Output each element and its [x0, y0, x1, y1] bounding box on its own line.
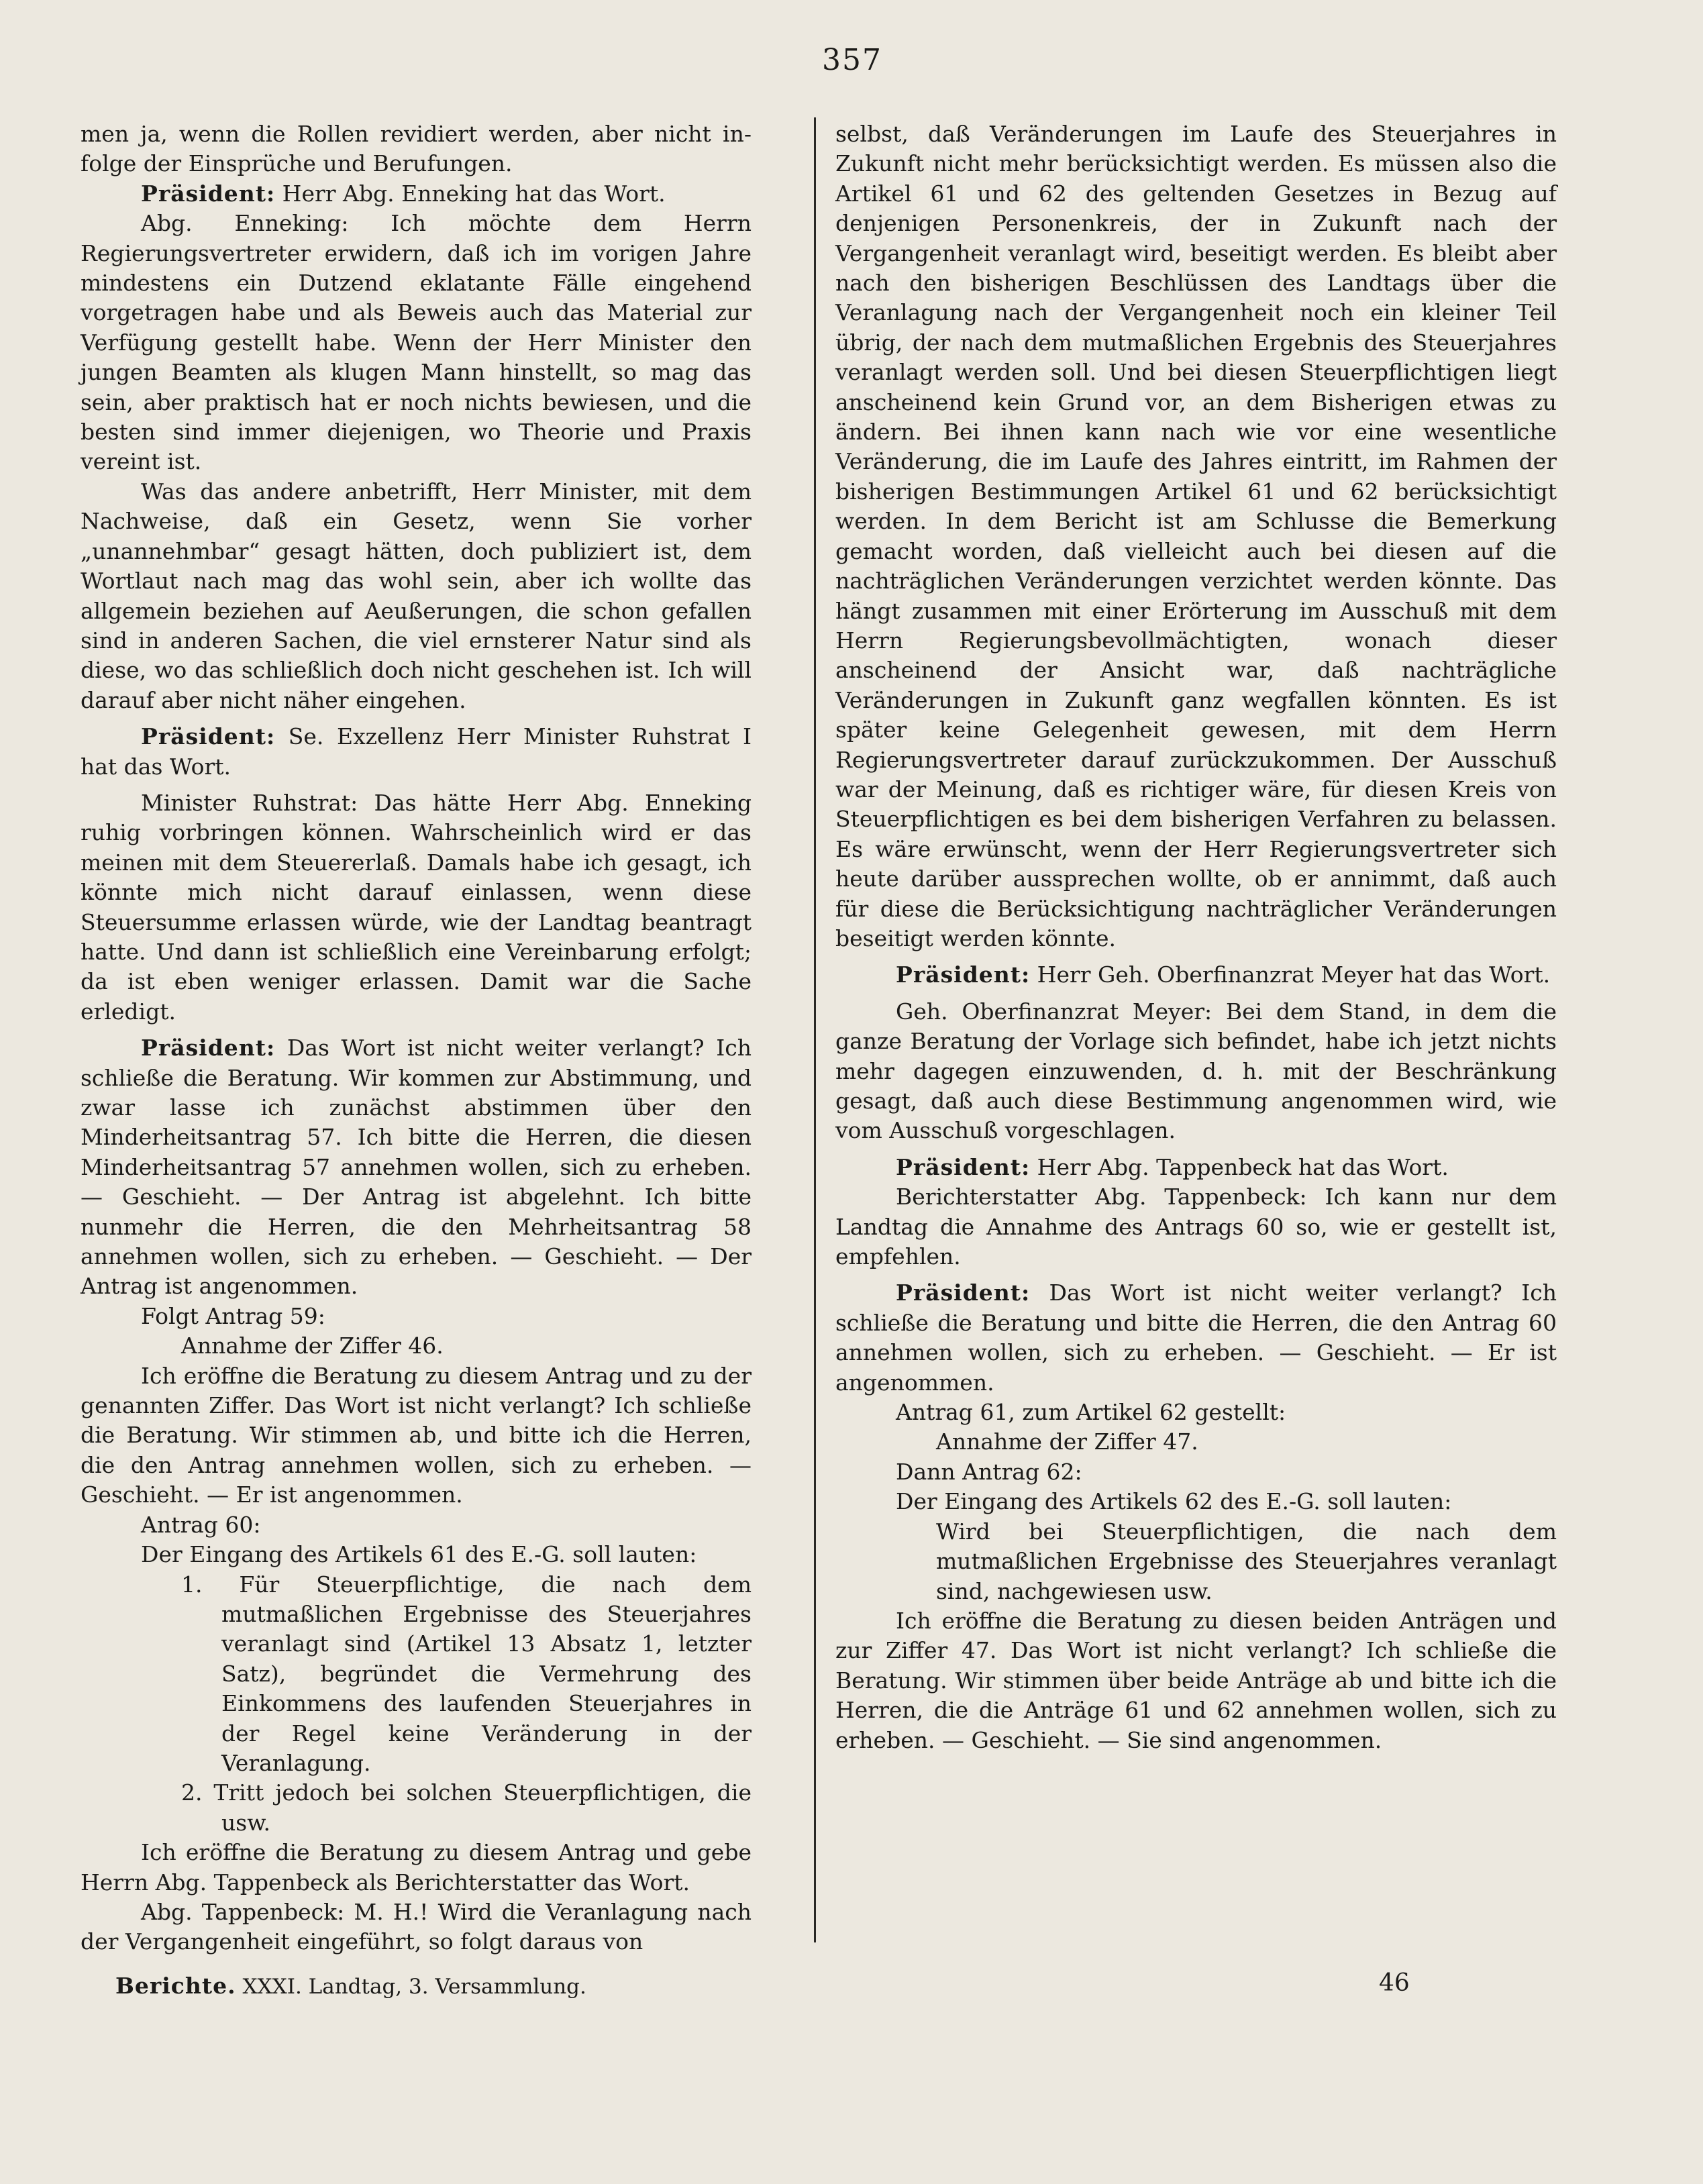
speaker-label: Präsident:: [141, 180, 276, 207]
column-divider: [814, 117, 816, 1942]
paragraph: [835, 1487, 1557, 1516]
paragraph: [81, 477, 752, 715]
paragraph-text: Geh. Oberfinanzrat Meyer: Bei dem Stand, in dem die ganze Beratung der Vorlage sich befindet, habe ich jetzt nichts mehr dagegen einzuwenden, d. h. mit der Beschränkung gesagt, daß auch diese Bestimmung angenommen wird, wie vom Ausschuß vorgeschlagen.: [835, 998, 1557, 1144]
paragraph-text: men ja, wenn die Rollen revidiert werden, aber nicht in-folge der Einsprüche und Berufungen.: [81, 121, 752, 177]
paragraph-text: Der Eingang des Artikels 61 des E.-G. soll lauten:: [141, 1541, 697, 1568]
paragraph-text: Herr Abg. Tappenbeck hat das Wort.: [1030, 1153, 1449, 1180]
paragraph: [835, 997, 1557, 1146]
paragraph-text: Das Wort ist nicht weiter verlangt? Ich schließe die Beratung. Wir kommen zur Abstimmung, und zwar lasse ich zunächst abstimmen über den Minderheitsantrag 57. Ich bitte die Herren, die diesen Minderheitsantrag 57 annehmen wollen, sich zu erheben. — Geschieht. — Der Antrag ist abgelehnt. Ich bitte nunmehr die Herren, die den Mehrheitsantrag 58 annehmen wollen, sich zu erheben. — Geschieht. — Der Antrag ist angenommen.: [81, 1035, 752, 1300]
paragraph: [81, 1540, 752, 1569]
paragraph-text: Antrag 60:: [141, 1511, 261, 1538]
paragraph: [835, 960, 1557, 990]
paragraph-text: Minister Ruhstrat: Das hätte Herr Abg. Enneking ruhig vorbringen können. Wahrscheinlich wird er das meinen mit dem Steuererlaß. Damals habe ich gesagt, ich könnte mich nicht darauf einlassen, wenn diese Steuersumme erlassen würde, wie der Landtag beantragt hatte. Und dann ist schließlich eine Vereinbarung erfolgt; da ist eben weniger erlassen. Damit war die Sache erledigt.: [81, 789, 752, 1025]
paragraph: [835, 1606, 1557, 1755]
paragraph: [835, 1278, 1557, 1398]
paragraph-text: Ich eröffne die Beratung zu diesem Antrag und gebe Herrn Abg. Tappenbeck als Berichterstatter das Wort.: [81, 1839, 752, 1895]
footer-text: XXXI. Landtag, 3. Versammlung.: [242, 1975, 586, 1999]
speaker-label: Präsident:: [141, 723, 276, 750]
paragraph-text: 2. Tritt jedoch bei solchen Steuerpflichtigen, die usw.: [181, 1779, 752, 1836]
paragraph: [81, 209, 752, 477]
paragraph: [81, 119, 752, 179]
paragraph-text: Herr Abg. Enneking hat das Wort.: [275, 180, 666, 207]
speaker-label: Präsident:: [896, 1280, 1031, 1306]
page-footer: [115, 1973, 586, 1999]
paragraph-text: Dann Antrag 62:: [896, 1458, 1082, 1485]
speaker-label: Präsident:: [896, 1153, 1031, 1180]
paragraph-text: Antrag 61, zum Artikel 62 gestellt:: [896, 1399, 1286, 1426]
paragraph: [81, 1033, 752, 1302]
sheet-signature: 46: [1379, 1969, 1410, 1997]
paragraph: [835, 1457, 1557, 1487]
paragraph-text: Berichterstatter Abg. Tappenbeck: Ich kann nur dem Landtag die Annahme des Antrags 60 so, wie er gestellt ist, empfehlen.: [835, 1184, 1557, 1270]
paragraph: [81, 1897, 752, 1957]
paragraph: [835, 1398, 1557, 1427]
paragraph-text: Wird bei Steuerpflichtigen, die nach dem mutmaßlichen Ergebnisse des Steuerjahres veranlagt sind, nachgewiesen usw.: [936, 1518, 1557, 1604]
paragraph: [835, 1517, 1557, 1606]
paragraph-text: Se. Exzellenz Herr Minister Ruhstrat I hat das Wort.: [81, 723, 752, 780]
paragraph-text: Abg. Enneking: Ich möchte dem Herrn Regierungsvertreter erwidern, daß ich im vorigen Jahre mindestens ein Dutzend eklatante Fälle eingehend vorgetragen habe und als Beweis auch das Material zur Verfügung gestellt habe. Wenn der Herr Minister den jungen Beamten als klugen Mann hinstellt, so mag das sein, aber praktisch hat er noch nichts bewiesen, und die besten sind immer diejenigen, wo Theorie und Praxis vereint ist.: [81, 210, 752, 475]
paragraph: [81, 788, 752, 1027]
paragraph: [835, 1427, 1557, 1457]
paragraph: [835, 119, 1557, 953]
left-column: [81, 119, 752, 1957]
paragraph: [81, 1838, 752, 1897]
paragraph: [81, 1570, 752, 1779]
speaker-label: Präsident:: [896, 961, 1031, 988]
paragraph: [835, 1153, 1557, 1182]
page-number: 357: [822, 43, 882, 77]
paragraph: [81, 1331, 752, 1361]
paragraph-text: Herr Geh. Oberfinanzrat Meyer hat das Wort.: [1030, 961, 1551, 988]
paragraph-text: Folgt Antrag 59:: [141, 1302, 325, 1329]
paragraph: [81, 1302, 752, 1331]
speaker-label: Präsident:: [141, 1035, 276, 1061]
paragraph-text: Das Wort ist nicht weiter verlangt? Ich schließe die Beratung und bitte die Herren, die den Antrag 60 annehmen wollen, sich zu erheben. — Geschieht. — Er ist angenommen.: [835, 1280, 1557, 1396]
paragraph: [81, 1510, 752, 1540]
paragraph-text: Annahme der Ziffer 46.: [181, 1333, 444, 1359]
paragraph-text: Abg. Tappenbeck: M. H.! Wird die Veranlagung nach der Vergangenheit eingeführt, so folgt daraus von: [81, 1898, 752, 1955]
paragraph-text: Was das andere anbetrifft, Herr Minister, mit dem Nachweise, daß ein Gesetz, wenn Sie vorher „unannehmbar“ gesagt hätten, doch publiziert ist, dem Wortlaut nach mag das wohl sein, aber ich wollte das allgemein beziehen auf Aeußerungen, die schon gefallen sind in anderen Sachen, die viel ernsterer Natur sind als diese, wo das schließlich doch nicht geschehen ist. Ich will darauf aber nicht näher eingehen.: [81, 478, 752, 713]
paragraph: [81, 1778, 752, 1838]
paragraph-text: selbst, daß Veränderungen im Laufe des Steuerjahres in Zukunft nicht mehr berücksichtigt werden. Es müssen also die Artikel 61 und 62 des geltenden Gesetzes in Bezug auf denjenigen Personenkreis, der in Zukunft nach der Vergangenheit veranlagt wird, beseitigt werden. Es bleibt aber nach den bisherigen Beschlüssen des Landtags über die Veranlagung nach der Vergangenheit noch ein kleiner Teil übrig, der nach dem mutmaßlichen Ergebnis des Steuerjahres veranlagt werden soll. Und bei diesen Steuerpflichtigen liegt anscheinend kein Grund vor, an dem Bisherigen etwas zu ändern. Bei ihnen kann nach wie vor eine wesentliche Veränderung, die im Laufe des Jahres eintritt, im Rahmen der bisherigen Bestimmungen Artikel 61 und 62 berücksichtigt werden. In dem Bericht ist am Schlusse die Bemerkung gemacht worden, daß vielleicht auch bei diesen auf die nachträglichen Veränderungen verzichtet werden könnte. Das hängt zusammen mit einer Erörterung im Ausschuß mit dem Herrn Regierungsbevollmächtigten, wonach dieser anscheinend der Ansicht war, daß nachträgliche Veränderungen in Zukunft ganz wegfallen könnten. Es ist später keine Gelegenheit gewesen, mit dem Herrn Regierungsvertreter darauf zurückzukommen. Der Ausschuß war der Meinung, daß es richtiger wäre, für diesen Kreis von Steuerpflichtigen es bei dem bisherigen Verfahren zu belassen. Es wäre erwünscht, wenn der Herr Regierungsvertreter sich heute darüber aussprechen wollte, ob er annimmt, daß auch für diese die Berücksichtigung nachträglicher Veränderungen beseitigt werden könnte.: [835, 121, 1557, 951]
paragraph-text: Ich eröffne die Beratung zu diesen beiden Anträgen und zur Ziffer 47. Das Wort ist nicht verlangt? Ich schließe die Beratung. Wir stimmen über beide Anträge ab und bitte ich die Herren, die die Anträge 61 und 62 annehmen wollen, sich zu erheben. — Geschieht. — Sie sind angenommen.: [835, 1607, 1557, 1753]
paragraph-text: Ich eröffne die Beratung zu diesem Antrag und zu der genannten Ziffer. Das Wort ist nicht verlangt? Ich schließe die Beratung. Wir stimmen ab, und bitte ich die Herren, die den Antrag annehmen wollen, sich zu erheben. — Geschieht. — Er ist angenommen.: [81, 1362, 752, 1508]
paragraph-text: Der Eingang des Artikels 62 des E.-G. soll lauten:: [896, 1488, 1452, 1515]
paragraph: [835, 1182, 1557, 1271]
footer-label: Berichte.: [115, 1973, 236, 1999]
paragraph: [81, 1361, 752, 1510]
paragraph: [81, 179, 752, 209]
right-column: [835, 119, 1557, 1755]
paragraph: [81, 722, 752, 782]
paragraph-text: Annahme der Ziffer 47.: [936, 1428, 1198, 1455]
paragraph-text: 1. Für Steuerpflichtige, die nach dem mutmaßlichen Ergebnisse des Steuerjahres veranlagt sind (Artikel 13 Absatz 1, letzter Satz), begründet die Vermehrung des Einkommens des laufenden Steuerjahres in der Regel keine Veränderung in der Veranlagung.: [181, 1571, 752, 1776]
